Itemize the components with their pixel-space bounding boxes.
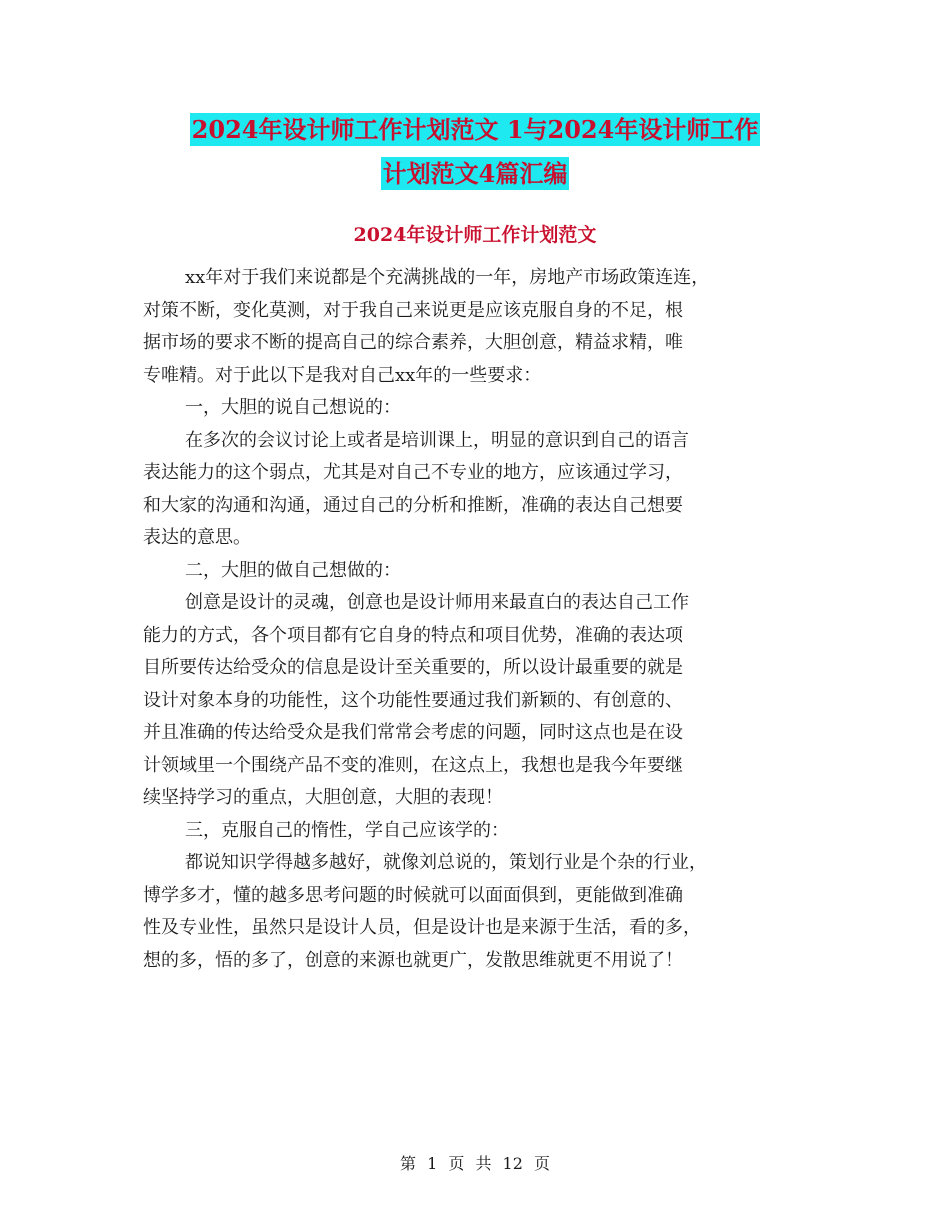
body-line: 据市场的要求不断的提高自己的综合素养，大胆创意，精益求精，唯 xyxy=(143,332,683,353)
body-line: 在多次的会议讨论上或者是培训课上，明显的意识到自己的语言 xyxy=(185,429,689,451)
body-line: 表达能力的这个弱点，尤其是对自己不专业的地方，应该通过学习， xyxy=(143,462,683,483)
body-line: 想的多，悟的多了，创意的来源也就更广，发散思维就更不用说了！ xyxy=(143,949,683,971)
document-title-text-1: 2024年设计师工作计划范文 1与2024年设计师工作 xyxy=(191,115,759,144)
body-line: xx年对于我们来说都是个充满挑战的一年，房地产市场政策连连， xyxy=(185,267,710,288)
body-line: 博学多才，懂的越多思考问题的时候就可以面面俱到，更能做到准确 xyxy=(143,884,683,906)
body-line: 设计对象本身的功能性，这个功能性要通过我们新颖的、有创意的、 xyxy=(143,689,683,711)
body-line: 创意是设计的灵魂，创意也是设计师用来最直白的表达自己工作 xyxy=(185,592,689,613)
body-line: 并且准确的传达给受众是我们常常会考虑的问题，同时这点也是在设 xyxy=(143,722,683,743)
body-text xyxy=(143,262,818,977)
body-line: 一，大胆的说自己想说的： xyxy=(185,397,401,418)
document-title-text-2: 计划范文4篇汇编 xyxy=(382,159,568,188)
body-line: 三，克服自己的惰性，学自己应该学的： xyxy=(185,819,509,841)
page-footer: 第 1 页 共 12 页 xyxy=(400,1154,550,1173)
body-line: 性及专业性，虽然只是设计人员，但是设计也是来源于生活，看的多， xyxy=(143,917,701,938)
body-line: 能力的方式，各个项目都有它自身的特点和项目优势，准确的表达项 xyxy=(143,624,683,646)
body-line: 都说知识学得越多越好，就像刘总说的，策划行业是个杂的行业， xyxy=(185,852,707,873)
body-line: 专唯精。对于此以下是我对自己xx年的一些要求： xyxy=(143,364,542,386)
document-title-line-1 xyxy=(0,108,950,152)
document-title-line-2 xyxy=(0,152,950,196)
body-line: 二，大胆的做自己想做的： xyxy=(185,559,401,581)
body-line: 目所要传达给受众的信息是设计至关重要的，所以设计最重要的就是 xyxy=(143,657,683,678)
body-line: 和大家的沟通和沟通，通过自己的分析和推断，准确的表达自己想要 xyxy=(143,494,683,516)
body-line: 续坚持学习的重点，大胆创意，大胆的表现！ xyxy=(143,787,503,808)
body-line: 对策不断，变化莫测，对于我自己来说更是应该克服自身的不足，根 xyxy=(143,299,683,321)
body-line: 计领域里一个围绕产品不变的准则，在这点上，我想也是我今年要继 xyxy=(143,754,683,776)
body-line: 表达的意思。 xyxy=(143,527,251,548)
section-title: 2024年设计师工作计划范文 xyxy=(353,224,597,246)
